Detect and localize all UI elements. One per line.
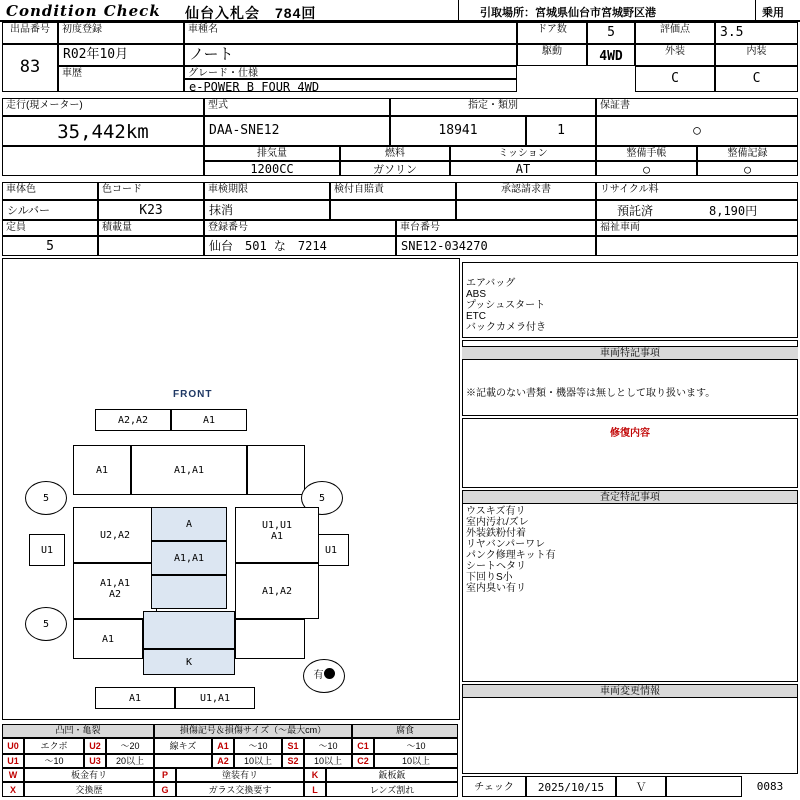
- model-name-label: 車種名: [188, 24, 218, 35]
- drive-value: 4WD: [599, 49, 623, 64]
- grade-label: グレード・仕様: [188, 68, 258, 79]
- chassis-value: SNE12-034270: [401, 239, 488, 253]
- fuel-label: 燃料: [385, 148, 405, 159]
- first-reg-label: 初度登録: [62, 24, 102, 35]
- mileage-label-cell: [2, 98, 204, 116]
- maint-book-value: ◯: [643, 163, 650, 176]
- designation2-cell: [526, 116, 596, 146]
- diagram-mark-lower-right: [235, 619, 305, 659]
- load-label-cell: [98, 220, 204, 236]
- color-label: 車体色: [6, 184, 36, 195]
- diagram-roof-k: K: [143, 649, 235, 675]
- appraisal-notes-line-6: 下回りS小: [466, 572, 513, 583]
- legend-r1-c1: エクボ: [24, 738, 84, 754]
- diagram-mark-right-door2: A1,A2: [235, 563, 319, 619]
- sheet-title: Condition Check: [6, 2, 161, 20]
- repair-title: 修復内容: [610, 428, 650, 439]
- designation2-value: 1: [557, 123, 565, 138]
- model-name-cell: [184, 44, 517, 66]
- legend-r3-c0: W: [2, 768, 24, 782]
- interior-label: 内装: [746, 46, 767, 57]
- diagram-front-label: FRONT: [173, 389, 213, 400]
- appeal-line-2: プッシュスタート: [466, 300, 546, 311]
- diagram-mark-upper-right: [247, 445, 305, 495]
- exterior-label: 外装: [665, 46, 685, 57]
- score-label-cell: [635, 22, 715, 44]
- legend-r2b-c5: C2: [352, 754, 374, 768]
- legend-col1-title: 凸凹・亀裂: [2, 724, 154, 738]
- exhibit-no-cell: [2, 44, 58, 92]
- load-value: [99, 237, 203, 241]
- designation-label-cell: [390, 98, 596, 116]
- legend-r2b-c3: S2: [282, 754, 304, 768]
- legend-r1-c0: U0: [2, 738, 24, 754]
- fuel-value: ガソリン: [373, 163, 417, 176]
- footer-check-date-cell: [526, 776, 616, 797]
- diagram-trunk-box: [143, 611, 235, 649]
- type-label-cell: [204, 98, 390, 116]
- legend-r1b-c2: ～10: [234, 738, 282, 754]
- grade-value: e-POWER B FOUR 4WD: [189, 80, 320, 92]
- diagram-rear-seat: [151, 575, 227, 609]
- score-label: 評価点: [660, 24, 690, 35]
- interior-cell: [715, 66, 798, 92]
- legend-r2b-c0: [154, 754, 212, 768]
- vehicle-notes-lines: [466, 388, 796, 399]
- displacement-cell: [204, 161, 340, 176]
- approval-value: [457, 201, 595, 205]
- diagram-mark-top-right: A1: [171, 409, 247, 431]
- diagram-mark-top-left: A2,A2: [95, 409, 171, 431]
- legend-r1-c3: ～20: [106, 738, 154, 754]
- exterior-value: C: [671, 71, 679, 86]
- mission-value: AT: [515, 162, 531, 176]
- drive-cell: [587, 44, 635, 66]
- legend-col3-title: 腐食: [352, 724, 458, 738]
- score-value: 3.5: [720, 25, 744, 40]
- maint-record-cell: [697, 161, 798, 176]
- welfare-cell: [596, 236, 798, 256]
- auction-name: 仙台入札会 784回: [185, 5, 317, 21]
- legend-r2b-c4: 10以上: [304, 754, 352, 768]
- designation-label: 指定・類別: [468, 100, 518, 111]
- reg-no-cell: [204, 236, 396, 256]
- footer-check-mark-cell: [616, 776, 666, 797]
- interior-label-cell: [715, 44, 798, 66]
- diagram-mark-right-door1-a: U1,U1: [261, 520, 293, 531]
- change-info-title: 車両変更情報: [462, 684, 798, 698]
- exhibit-no-value: 83: [19, 57, 41, 77]
- legend-r1b-c1: A1: [212, 738, 234, 754]
- load-label: 積載量: [102, 222, 132, 233]
- legend-r3-c5: 鈑板鈑: [326, 768, 458, 782]
- exterior-cell: [635, 66, 715, 92]
- legend-r1b-c4: ～10: [304, 738, 352, 754]
- seats-label: 定員: [6, 222, 26, 233]
- type-cell: [204, 116, 390, 146]
- appeal-line-1: ABS: [466, 289, 487, 300]
- grade-label-cell: [184, 66, 517, 79]
- model-name-label-cell: [184, 22, 517, 44]
- vehicle-notes-title: 車両特記事項: [462, 346, 798, 360]
- reg-no-value: 仙台 501 な 7214: [209, 239, 327, 253]
- mileage-label: 走行(現メーター): [6, 100, 83, 111]
- seats-label-cell: [2, 220, 98, 236]
- first-reg-cell: [58, 44, 184, 66]
- diagram-filled-dot-icon: [324, 668, 335, 679]
- diagram-mark-bottom-left: A1: [95, 687, 175, 709]
- vehicle-damage-diagram: [2, 258, 460, 720]
- pickup-location: 引取場所：宮城県仙台市宮城野区港: [480, 7, 656, 19]
- inspection-label: 車検期限: [208, 184, 248, 195]
- appraisal-notes-line-2: 外装鉄粉付着: [466, 528, 526, 539]
- load-cell: [98, 236, 204, 256]
- voluntary-ins-cell: [330, 200, 456, 220]
- mission-cell: [450, 161, 596, 176]
- legend-r3-c3: 塗装有リ: [176, 768, 304, 782]
- diagram-center-roof: A: [151, 507, 227, 541]
- diagram-pillar-left: U1: [29, 534, 65, 566]
- legend-r4-c5: レンズ割れ: [326, 782, 458, 797]
- color-code-value: K23: [139, 203, 163, 218]
- appraisal-notes-title: 査定特記事項: [462, 490, 798, 504]
- diagram-mark-right-door1-b: A1: [270, 531, 284, 542]
- legend-r4-c4: L: [304, 782, 326, 797]
- appraisal-notes-line-7: 室内臭い有リ: [466, 583, 526, 594]
- score-cell: [715, 22, 798, 44]
- legend-r4-c0: X: [2, 782, 24, 797]
- maint-record-label-cell: [697, 146, 798, 161]
- drive-label: 駆動: [542, 46, 562, 57]
- sheet-header: [0, 0, 800, 22]
- legend-r1b-c6: ～10: [374, 738, 458, 754]
- seats-cell: [2, 236, 98, 256]
- voluntary-ins-label: 検付自賠責: [334, 184, 384, 195]
- appeal-lines: [466, 278, 796, 338]
- legend-r2-c1: ～10: [24, 754, 84, 768]
- footer-blank: [667, 777, 741, 781]
- footer-no: 0083: [756, 780, 784, 793]
- appraisal-notes-line-1: 室内汚れ/ズレ: [466, 517, 529, 528]
- chassis-cell: [396, 236, 596, 256]
- interior-value: C: [752, 71, 761, 86]
- color-label-cell: [2, 182, 98, 200]
- voluntary-ins-value: [331, 201, 455, 205]
- legend-r4-c1: 交換歴: [24, 782, 154, 797]
- mileage-cell: [2, 116, 204, 146]
- exhibit-no-label-cell: [2, 22, 58, 44]
- color-cell: [2, 200, 98, 220]
- type-label: 型式: [208, 100, 228, 111]
- diagram-pillar-right: U1: [313, 534, 349, 566]
- first-reg-value: R02年10月: [63, 47, 129, 62]
- recycle-label: リサイクル料: [600, 184, 659, 195]
- history-cell: [58, 66, 184, 92]
- warranty-value: ◯: [693, 123, 701, 137]
- legend-r1b-c0: 線キズ: [154, 738, 212, 754]
- legend-r3-c1: 板金有リ: [24, 768, 154, 782]
- legend-r2-c2: U3: [84, 754, 106, 768]
- color-code-label-cell: [98, 182, 204, 200]
- legend-r2-c3: 20以上: [106, 754, 154, 768]
- mileage-value: 35,442km: [57, 121, 149, 143]
- voluntary-ins-label-cell: [330, 182, 456, 200]
- doors-cell: [587, 22, 635, 44]
- diagram-mark-left-door2-b: A2: [108, 589, 122, 600]
- mileage-note: [3, 147, 203, 151]
- diagram-wheel-1: 5: [25, 481, 67, 515]
- recycle-amount: 8,190円: [709, 204, 758, 218]
- diagram-mark-mid-center: A1,A1: [151, 541, 227, 575]
- legend-r2b-c1: A2: [212, 754, 234, 768]
- mission-label-cell: [450, 146, 596, 161]
- recycle-label-cell: [596, 182, 798, 200]
- fuel-cell: [340, 161, 450, 176]
- diagram-wheel-2: 5: [301, 481, 343, 515]
- diagram-circle-mark-text: 有: [313, 670, 324, 681]
- footer-check-label-cell: [462, 776, 526, 797]
- welfare-value: [597, 237, 797, 241]
- reg-no-label-cell: [204, 220, 396, 236]
- mission-label: ミッション: [498, 148, 548, 159]
- exterior-label-cell: [635, 44, 715, 66]
- footer-check-date: 2025/10/15: [537, 781, 605, 794]
- score-label-cell-holder: [517, 44, 587, 66]
- chassis-label-cell: [396, 220, 596, 236]
- legend-r2b-c2: 10以上: [234, 754, 282, 768]
- maint-book-cell: [596, 161, 697, 176]
- appeal-line-0: エアバッグ: [466, 278, 516, 289]
- footer-no-cell: [742, 776, 798, 797]
- approval-label: 承認請求書: [501, 184, 551, 195]
- legend-r1b-c5: C1: [352, 738, 374, 754]
- legend-r2b-c6: 10以上: [374, 754, 458, 768]
- color-value: シルバー: [7, 204, 50, 217]
- displacement-label-cell: [204, 146, 340, 161]
- displacement-label: 排気量: [257, 148, 287, 159]
- warranty-label: 保証書: [600, 100, 630, 111]
- recycle-status: 預託済: [617, 204, 654, 218]
- grade-cell: [184, 79, 517, 92]
- inspection-cell: [204, 200, 330, 220]
- seats-value: 5: [46, 239, 54, 254]
- legend-r4-c3: ガラス交換要す: [176, 782, 304, 797]
- doors-label: ドア数: [537, 24, 567, 35]
- legend-r3-c2: P: [154, 768, 176, 782]
- approval-cell: [456, 200, 596, 220]
- designation1-value: 18941: [438, 123, 478, 138]
- diagram-mark-upper-mid: A1,A1: [131, 445, 247, 495]
- warranty-cell: [596, 116, 798, 146]
- inspection-value: 抹消: [209, 203, 234, 217]
- vehicle-notes-line-0: ※記載のない書類・機器等は無しとして取り扱います。: [466, 388, 716, 399]
- appraisal-notes-lines: [466, 506, 796, 594]
- footer-check-mark: Ｖ: [635, 781, 647, 794]
- diagram-mark-lower-left: A1: [73, 619, 143, 659]
- appeal-line-4: バックカメラ付き: [466, 322, 546, 333]
- first-reg-label-cell: [58, 22, 184, 44]
- recycle-cell: [596, 200, 798, 220]
- diagram-mark-left-door1: U2,A2: [73, 507, 157, 563]
- diagram-mark-left-door2-a: A1,A1: [99, 578, 131, 589]
- welfare-label-cell: [596, 220, 798, 236]
- appraisal-notes-line-0: ウスキズ有リ: [466, 506, 526, 517]
- appraisal-notes-line-5: シートヘタリ: [466, 561, 526, 572]
- appraisal-notes-line-3: リヤバンパーワレ: [466, 539, 546, 550]
- inspection-label-cell: [204, 182, 330, 200]
- fuel-label-cell: [340, 146, 450, 161]
- color-code-label: 色コード: [102, 184, 142, 195]
- designation1-cell: [390, 116, 526, 146]
- vehicle-category: 乗用: [762, 7, 784, 19]
- diagram-circle-mark: [303, 659, 345, 693]
- type-value: DAA-SNE12: [209, 123, 280, 138]
- maint-book-label: 整備手帳: [626, 148, 667, 159]
- legend-r3-c4: K: [304, 768, 326, 782]
- exhibit-no-label: 出品番号: [10, 24, 50, 35]
- legend-r4-c2: G: [154, 782, 176, 797]
- maint-book-label-cell: [596, 146, 697, 161]
- history-label: 車歴: [62, 68, 82, 79]
- maint-record-label: 整備記録: [727, 148, 768, 159]
- model-name-value: ノート: [189, 45, 234, 63]
- legend-r1b-c3: S1: [282, 738, 304, 754]
- color-code-cell: [98, 200, 204, 220]
- footer-blank-cell: [666, 776, 742, 797]
- appeal-line-3: ETC: [466, 311, 486, 322]
- maint-record-value: ◯: [744, 163, 751, 176]
- doors-value: 5: [607, 25, 615, 40]
- footer-check-label: チェック: [474, 782, 514, 793]
- diagram-wheel-3: 5: [25, 607, 67, 641]
- diagram-mark-right-door1: [235, 507, 319, 563]
- doors-label-cell: [517, 22, 587, 44]
- chassis-label: 車台番号: [400, 222, 440, 233]
- legend-r1-c2: U2: [84, 738, 106, 754]
- reg-no-label: 登録番号: [208, 222, 248, 233]
- displacement-value: 1200CC: [250, 162, 294, 176]
- appraisal-notes-line-4: パンク修理キット有: [466, 550, 556, 561]
- approval-label-cell: [456, 182, 596, 200]
- warranty-label-cell: [596, 98, 798, 116]
- mileage-note-cell: [2, 146, 204, 176]
- diagram-mark-bottom-right: U1,A1: [175, 687, 255, 709]
- legend-col2-title: 損傷記号＆損傷サイズ（～最大cm）: [154, 724, 352, 738]
- welfare-label: 福祉車両: [600, 222, 640, 233]
- diagram-mark-upper-left: A1: [73, 445, 131, 495]
- legend-r2-c0: U1: [2, 754, 24, 768]
